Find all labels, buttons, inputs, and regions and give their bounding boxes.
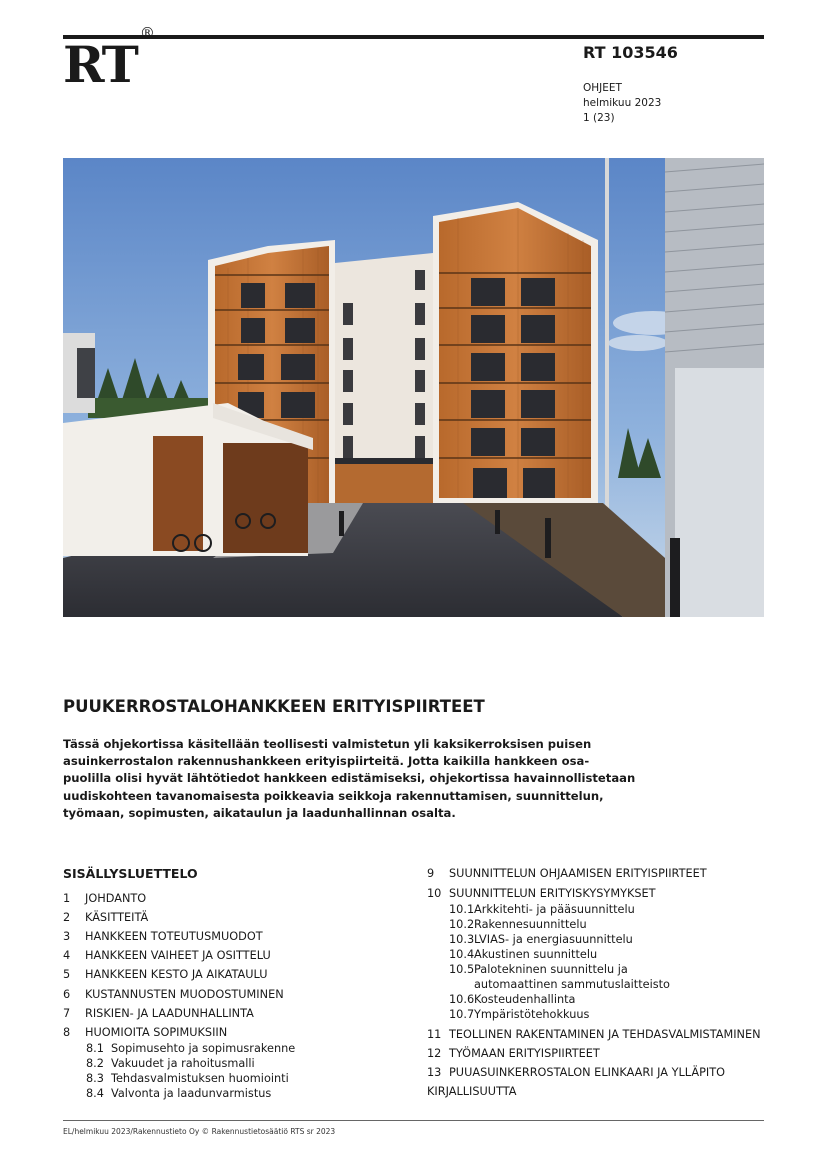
toc-subitem[interactable]: 8.1 Sopimusehto ja sopimusrakenne: [86, 1042, 296, 1055]
doc-meta: [583, 81, 661, 126]
toc-item[interactable]: 3 HANKKEEN TOTEUTUSMUODOT: [63, 930, 263, 943]
doc-number: RT 103546: [583, 43, 678, 62]
toc-item[interactable]: 6 KUSTANNUSTEN MUODOSTUMINEN: [63, 988, 284, 1001]
toc-item[interactable]: 13 PUUASUINKERROSTALON ELINKAARI JA YLLÄPITO: [427, 1066, 726, 1079]
toc-subitem[interactable]: 10.4Akustinen suunnittelu: [449, 948, 598, 961]
toc-item[interactable]: 1 JOHDANTO: [63, 892, 147, 905]
toc-item[interactable]: 9 SUUNNITTELUN OHJAAMISEN ERITYISPIIRTEET: [427, 867, 707, 880]
lead-paragraph: [63, 736, 636, 822]
toc-subitem[interactable]: 10.1Arkkitehti- ja pääsuunnittelu: [449, 903, 635, 916]
toc-item[interactable]: 10 SUUNNITTELUN ERITYISKYSYMYKSET: [427, 887, 656, 900]
toc-subitem[interactable]: 10.3LVIAS- ja energiasuunnittelu: [449, 933, 633, 946]
doc-date: helmikuu 2023: [583, 97, 662, 109]
toc-item[interactable]: KIRJALLISUUTTA: [427, 1085, 517, 1098]
toc-subitem[interactable]: 8.2 Vakuudet ja rahoitusmalli: [86, 1057, 255, 1070]
page-title: PUUKERROSTALOHANKKEEN ERITYISPIIRTEET: [63, 697, 485, 716]
toc-subitem[interactable]: automaattinen sammutuslaitteisto: [474, 978, 670, 991]
lead-line: Tässä ohjekortissa käsitellään teollisesti valmistetun yli kaksikerroksisen puisen: [63, 737, 592, 751]
toc-subitem[interactable]: 10.5Palotekninen suunnittelu ja: [449, 963, 628, 976]
toc-item[interactable]: 11 TEOLLINEN RAKENTAMINEN JA TEHDASVALMISTAMINEN: [427, 1028, 761, 1041]
toc-subitem[interactable]: 10.6Kosteudenhallinta: [449, 993, 576, 1006]
toc-item[interactable]: 12 TYÖMAAN ERITYISPIIRTEET: [427, 1047, 600, 1060]
page-count: 1 (23): [583, 112, 615, 124]
toc-subitem[interactable]: 10.2Rakennesuunnittelu: [449, 918, 587, 931]
rt-logo: RT®: [63, 24, 155, 94]
lead-line: asuinkerrostalon rakennushankkeen erityispiirteitä. Jotta kaikilla hankkeen osa-: [63, 754, 590, 769]
bottom-rule: [63, 1120, 764, 1121]
top-rule: [63, 35, 764, 39]
toc-item[interactable]: 2 KÄSITTEITÄ: [63, 911, 149, 924]
toc-item[interactable]: 4 HANKKEEN VAIHEET JA OSITTELU: [63, 949, 271, 962]
toc-item[interactable]: 5 HANKKEEN KESTO JA AIKATAULU: [63, 968, 268, 981]
doc-type: OHJEET: [583, 82, 622, 94]
toc-subitem[interactable]: 10.7Ympäristötehokkuus: [449, 1008, 590, 1021]
lead-line: puolilla olisi hyvät lähtötiedot hankkeen edistämiseksi, ohjekortissa havainnollistetaan: [63, 771, 636, 786]
toc-subitem[interactable]: 8.4 Valvonta ja laadunvarmistus: [86, 1087, 272, 1100]
lead-line: työmaan, sopimusten, aikataulun ja laadunhallinnan osalta.: [63, 805, 456, 820]
building-photo-icon: [63, 158, 764, 617]
toc-subitem[interactable]: 8.3 Tehdasvalmistuksen huomiointi: [86, 1072, 289, 1085]
footer: EL/helmikuu 2023/Rakennustieto Oy © Rakennustietosäätiö RTS sr 2023: [63, 1127, 336, 1136]
toc-heading: SISÄLLYSLUETTELO: [63, 866, 198, 881]
lead-line: uudiskohteen tavanomaisesta poikkeavia seikkoja rakennuttamisen, suunnittelun,: [63, 788, 604, 803]
toc-item[interactable]: 8 HUOMIOITA SOPIMUKSIIN: [63, 1026, 228, 1039]
toc-item[interactable]: 7 RISKIEN- JA LAADUNHALLINTA: [63, 1007, 254, 1020]
